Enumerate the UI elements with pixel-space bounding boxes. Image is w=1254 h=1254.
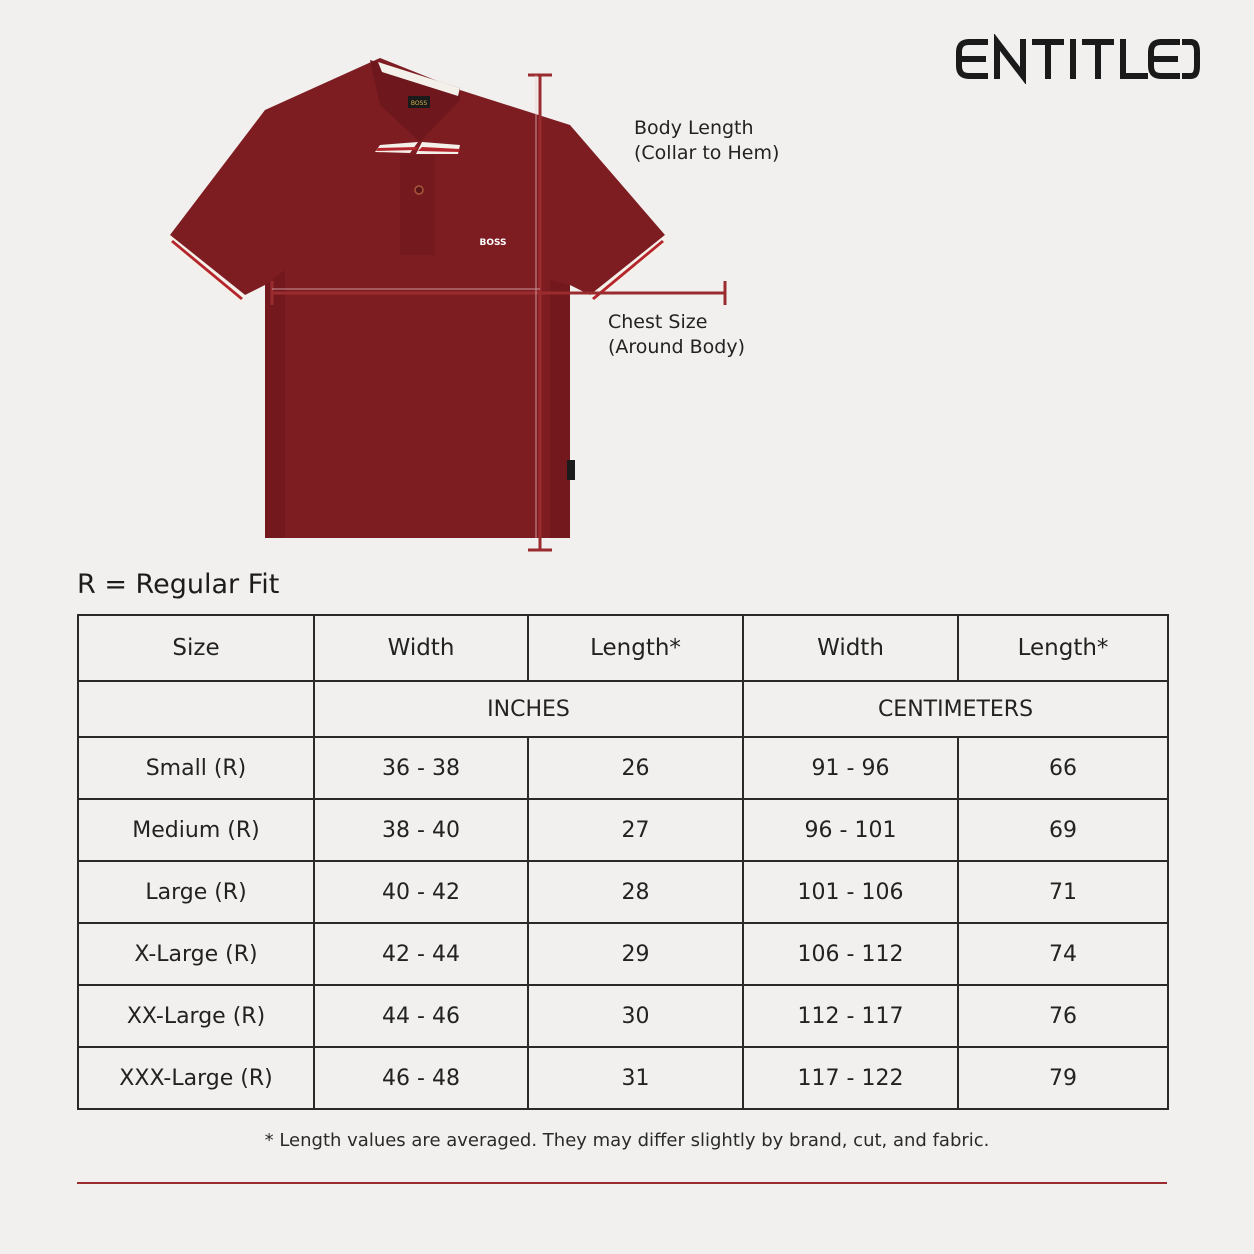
units-row <box>78 681 1168 737</box>
size-cell: Medium (R) <box>78 799 314 861</box>
size-cell: Large (R) <box>78 861 314 923</box>
cm-length-cell: 76 <box>958 985 1168 1047</box>
inch-width-cell: 40 - 42 <box>314 861 528 923</box>
cm-length-cell: 79 <box>958 1047 1168 1109</box>
cm-width-cell: 91 - 96 <box>743 737 958 799</box>
fit-note: R = Regular Fit <box>77 569 280 600</box>
footnote: * Length values are averaged. They may differ slightly by brand, cut, and fabric. <box>264 1130 990 1151</box>
cm-length-cell: 66 <box>958 737 1168 799</box>
inch-length-cell: 26 <box>528 737 743 799</box>
inch-length-cell: 30 <box>528 985 743 1047</box>
header-length-cm: Length* <box>958 615 1168 681</box>
cm-length-cell: 71 <box>958 861 1168 923</box>
table-row <box>78 737 1168 799</box>
brand-logo <box>955 34 1200 84</box>
cm-width-cell: 117 - 122 <box>743 1047 958 1109</box>
units-empty <box>78 681 314 737</box>
inch-width-cell: 38 - 40 <box>314 799 528 861</box>
header-row <box>78 615 1168 681</box>
cm-width-cell: 101 - 106 <box>743 861 958 923</box>
size-chart-table <box>77 614 1169 1110</box>
brand-wordmark <box>955 34 1200 84</box>
cm-length-cell: 74 <box>958 923 1168 985</box>
divider-rule <box>77 1182 1167 1184</box>
cm-width-cell: 106 - 112 <box>743 923 958 985</box>
svg-text:BOSS: BOSS <box>410 100 428 107</box>
header-length-in: Length* <box>528 615 743 681</box>
units-centimeters: CENTIMETERS <box>743 681 1168 737</box>
inch-width-cell: 44 - 46 <box>314 985 528 1047</box>
chest-size-label: Chest Size (Around Body) <box>608 311 745 358</box>
cm-width-cell: 96 - 101 <box>743 799 958 861</box>
table-row <box>78 923 1168 985</box>
header-width-cm: Width <box>743 615 958 681</box>
table-row <box>78 799 1168 861</box>
header-width-in: Width <box>314 615 528 681</box>
units-inches: INCHES <box>314 681 743 737</box>
size-cell: Small (R) <box>78 737 314 799</box>
table-row <box>78 985 1168 1047</box>
table-row <box>78 861 1168 923</box>
chest-logo: BOSS <box>479 238 507 248</box>
inch-length-cell: 27 <box>528 799 743 861</box>
header-size: Size <box>78 615 314 681</box>
inch-length-cell: 28 <box>528 861 743 923</box>
inch-width-cell: 36 - 38 <box>314 737 528 799</box>
inch-width-cell: 42 - 44 <box>314 923 528 985</box>
cm-length-cell: 69 <box>958 799 1168 861</box>
body-length-label: Body Length (Collar to Hem) <box>634 117 780 164</box>
table-row <box>78 1047 1168 1109</box>
size-cell: XXX-Large (R) <box>78 1047 314 1109</box>
size-cell: X-Large (R) <box>78 923 314 985</box>
size-cell: XX-Large (R) <box>78 985 314 1047</box>
cm-width-cell: 112 - 117 <box>743 985 958 1047</box>
inch-length-cell: 29 <box>528 923 743 985</box>
inch-width-cell: 46 - 48 <box>314 1047 528 1109</box>
inch-length-cell: 31 <box>528 1047 743 1109</box>
